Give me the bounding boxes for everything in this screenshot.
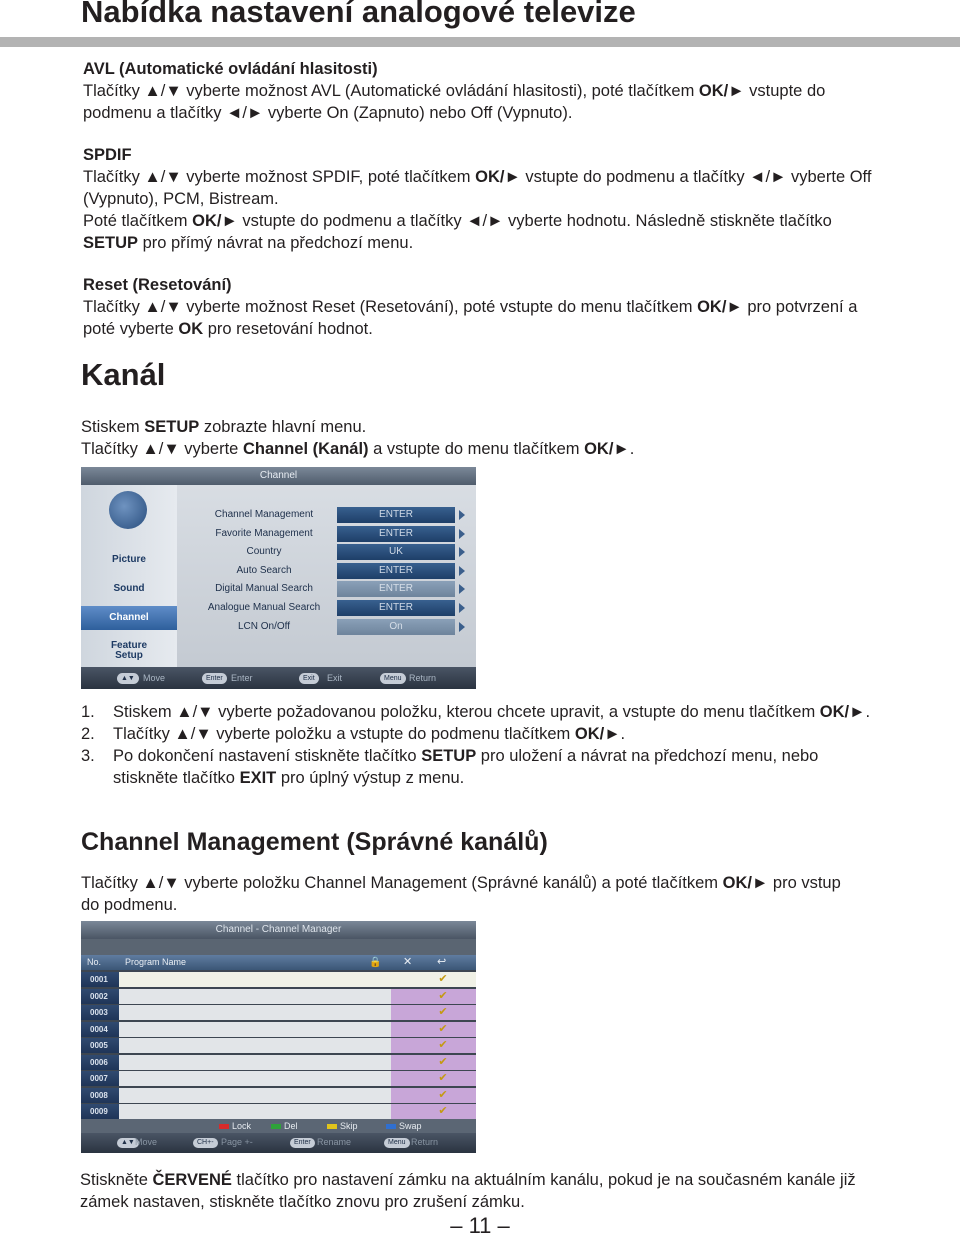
menu-row-value: ENTER: [337, 581, 455, 597]
checkmark-icon: ✔: [425, 989, 461, 1004]
checkmark-icon: ✔: [425, 972, 461, 987]
menu-row-label: Analogue Manual Search: [207, 602, 321, 613]
checkmark-icon: ✔: [425, 1071, 461, 1086]
legend-del: Del: [271, 1120, 298, 1132]
menu-sidebar: [81, 485, 177, 667]
channel-number: 0006: [81, 1055, 119, 1070]
program-name-cell: [119, 1038, 359, 1053]
arrow-right-icon: [459, 510, 465, 520]
menu-row-digital-manual-search[interactable]: [177, 581, 476, 597]
footer-hint-return: Return: [409, 673, 437, 683]
program-name-cell: [119, 1055, 359, 1070]
program-name-cell: [119, 1104, 359, 1119]
arrow-right-icon: [459, 566, 465, 576]
arrow-right-icon: [459, 547, 465, 557]
arrow-right-icon: [459, 603, 465, 613]
checkmark-icon: ✔: [425, 1104, 461, 1119]
delete-cell: [391, 1088, 425, 1103]
menu-row-country[interactable]: [177, 544, 476, 560]
table-header: [81, 955, 476, 970]
lock-cell: [359, 1055, 391, 1070]
menu-row-value: ENTER: [337, 526, 455, 542]
delete-cell: [391, 1071, 425, 1086]
page-title: Nabídka nastavení analogové televize: [81, 0, 636, 29]
footer-hint-exit: Exit: [327, 673, 343, 683]
channel-management-text: Tlačítky ▲/▼ vyberte položku Channel Management (Správné kanálů) a poté tlačítkem OK/► pro vstup do podmenu.: [81, 874, 841, 914]
lock-cell: [359, 1005, 391, 1020]
spdif-heading: SPDIF: [83, 146, 132, 164]
swap-cell: [461, 1088, 476, 1103]
spdif-text: Tlačítky ▲/▼ vyberte možnost SPDIF, poté tlačítkem OK/► vstupte do podmenu a tlačítky ◄/► vyberte Off (Vypnuto), PCM, Bistream.: [83, 168, 872, 208]
channel-number: 0007: [81, 1071, 119, 1086]
menu-options: [177, 485, 476, 667]
delete-cell: [391, 1022, 425, 1037]
legend-lock: Lock: [219, 1120, 251, 1132]
program-name-cell: [119, 1071, 359, 1086]
menu-row-label: Digital Manual Search: [215, 583, 313, 594]
move-key-icon: ▲▼: [117, 1138, 139, 1148]
list-item: 1. Stiskem ▲/▼ vyberte požadovanou položku, kterou chcete upravit, a vstupte do menu tlačítkem OK/►.: [81, 703, 871, 721]
delete-icon: ✕: [403, 956, 413, 968]
reset-heading: Reset (Resetování): [83, 276, 232, 294]
sidebar-item-sound[interactable]: Sound: [113, 583, 145, 594]
swap-cell: [461, 972, 476, 987]
blue-key-icon: [386, 1124, 396, 1129]
lock-cell: [359, 1071, 391, 1086]
col-no-header: No.: [87, 957, 102, 967]
menu-title: Channel: [81, 467, 476, 485]
enter-key-icon: Enter: [290, 1138, 315, 1148]
steps-list: [81, 701, 881, 789]
channel-number: 0008: [81, 1088, 119, 1103]
menu-row-label: Favorite Management: [215, 528, 313, 539]
channel-number: 0005: [81, 1038, 119, 1053]
skip-icon: ↩: [437, 956, 447, 968]
list-item: 3. Po dokončení nastavení stiskněte tlačítko SETUP pro uložení a návrat na předchozí menu, nebo stiskněte tlačítko EXIT pro úplný výstup z menu.: [81, 747, 819, 787]
page-number: – 11 –: [450, 1213, 510, 1238]
lock-cell: [359, 972, 391, 987]
legend-bar: [81, 1119, 476, 1133]
swap-cell: [461, 1055, 476, 1070]
program-name-cell: [119, 989, 359, 1004]
menu-row-value: On: [337, 619, 455, 635]
swap-cell: [461, 989, 476, 1004]
checkmark-icon: ✔: [425, 1038, 461, 1053]
sidebar-item-channel[interactable]: Channel: [81, 606, 177, 630]
delete-cell: [391, 989, 425, 1004]
footer-hint-page: Page +-: [221, 1137, 253, 1147]
delete-cell: [391, 1104, 425, 1119]
menu-row-label: Country: [246, 546, 282, 557]
sidebar-item-setup[interactable]: Setup: [115, 650, 143, 661]
channel-number: 0004: [81, 1022, 119, 1037]
table-row[interactable]: [81, 1104, 476, 1120]
table-row[interactable]: [81, 1055, 476, 1071]
menu-key-icon: Menu: [384, 1138, 410, 1148]
footer-hint-return: Return: [411, 1137, 439, 1147]
legend-swap: Swap: [386, 1120, 422, 1132]
sidebar-item-picture[interactable]: Picture: [112, 554, 146, 565]
spdif-text-2: Poté tlačítkem OK/► vstupte do podmenu a tlačítky ◄/► vyberte hodnotu. Následně stiskněte tlačítko SETUP pro přímý návrat na předchozí menu.: [83, 212, 832, 252]
menu-row-favorite-management[interactable]: [177, 526, 476, 542]
menu-footer: [81, 667, 476, 689]
menu-row-channel-management[interactable]: [177, 507, 476, 523]
kanal-line-1: Stiskem SETUP zobrazte hlavní menu.: [81, 418, 367, 436]
menu-row-analogue-manual-search[interactable]: [177, 600, 476, 616]
kanal-line-2: Tlačítky ▲/▼ vyberte Channel (Kanál) a vstupte do menu tlačítkem OK/►.: [81, 440, 635, 458]
swap-cell: [461, 1038, 476, 1053]
footer-hint-rename: Rename: [317, 1137, 352, 1147]
lock-cell: [359, 1038, 391, 1053]
program-name-cell: [119, 1022, 359, 1037]
menu-row-label: LCN On/Off: [237, 621, 291, 632]
red-key-icon: [219, 1124, 229, 1129]
checkmark-icon: ✔: [425, 1005, 461, 1020]
table-row[interactable]: [81, 1071, 476, 1087]
table-row[interactable]: [81, 1038, 476, 1054]
delete-cell: [391, 1055, 425, 1070]
green-key-icon: [271, 1124, 281, 1129]
sidebar-item-feature[interactable]: Feature: [110, 640, 148, 651]
kanal-heading: Kanál: [81, 357, 166, 392]
col-name-header: Program Name: [125, 957, 187, 967]
table-row[interactable]: [81, 1005, 476, 1021]
checkmark-icon: ✔: [425, 1022, 461, 1037]
table-row[interactable]: [81, 972, 476, 988]
title-band: [81, 939, 476, 955]
table-row[interactable]: [81, 989, 476, 1005]
swap-cell: [461, 1104, 476, 1119]
delete-cell: [391, 1005, 425, 1020]
arrow-right-icon: [459, 584, 465, 594]
yellow-key-icon: [327, 1124, 337, 1129]
list-item: 2. Tlačítky ▲/▼ vyberte položku a vstupte do podmenu tlačítkem OK/►.: [81, 725, 626, 743]
program-name-cell: [119, 972, 359, 987]
menu-row-label: Channel Management: [214, 509, 314, 520]
avl-heading: AVL (Automatické ovládání hlasitosti): [83, 60, 378, 78]
reset-text: Tlačítky ▲/▼ vyberte možnost Reset (Resetování), poté vstupte do menu tlačítkem OK/► pro potvrzení a poté vyberte OK pro resetování hodnot.: [83, 298, 858, 338]
arrow-right-icon: [459, 529, 465, 539]
swap-cell: [461, 1005, 476, 1020]
ch-key-icon: CH+-: [193, 1138, 218, 1148]
program-name-cell: [119, 1088, 359, 1103]
menu-key-icon: Menu: [380, 673, 406, 684]
channel-manager-footer: [81, 1133, 476, 1153]
menu-row-value: ENTER: [337, 600, 455, 616]
menu-row-lcn[interactable]: [177, 619, 476, 635]
enter-key-icon: Enter: [202, 673, 227, 684]
delete-cell: [391, 1038, 425, 1053]
exit-key-icon: Exit: [299, 673, 319, 684]
satellite-dish-icon: [109, 491, 147, 529]
footer-hint-move: Move: [143, 673, 166, 683]
menu-row-auto-search[interactable]: [177, 563, 476, 579]
swap-cell: [461, 1071, 476, 1086]
lock-icon: 🔒: [369, 957, 382, 968]
channel-management-heading: Channel Management (Správné kanálů): [81, 828, 548, 856]
red-button-text: Stiskněte ČERVENÉ tlačítko pro nastavení zámku na aktuálním kanálu, pokud je na současném kanále již zámek nastaven, stiskněte tlačítko znovu pro zrušení zámku.: [80, 1171, 856, 1211]
menu-row-value: ENTER: [337, 563, 455, 579]
swap-cell: [461, 1022, 476, 1037]
checkmark-icon: ✔: [425, 1055, 461, 1070]
channel-number: 0002: [81, 989, 119, 1004]
menu-row-value: UK: [337, 544, 455, 560]
lock-cell: [359, 1104, 391, 1119]
channel-number: 0003: [81, 1005, 119, 1020]
footer-hint-enter: Enter: [231, 673, 253, 683]
lock-cell: [359, 989, 391, 1004]
checkmark-icon: ✔: [425, 1088, 461, 1103]
channel-menu-screenshot: [81, 467, 476, 689]
channel-manager-title: Channel - Channel Manager: [81, 921, 476, 939]
lock-cell: [359, 1088, 391, 1103]
avl-text: Tlačítky ▲/▼ vyberte možnost AVL (Automatické ovládání hlasitosti), poté tlačítkem OK/► vstupte do podmenu a tlačítky ◄/► vyberte On (Zapnuto) nebo Off (Vypnuto).: [83, 82, 826, 122]
channel-number: 0009: [81, 1104, 119, 1119]
channel-manager-screenshot: [81, 921, 476, 1153]
channel-number: 0001: [81, 972, 119, 987]
table-row[interactable]: [81, 1088, 476, 1104]
table-row[interactable]: [81, 1022, 476, 1038]
lock-cell: [359, 1022, 391, 1037]
menu-row-label: Auto Search: [236, 565, 292, 576]
footer-hint-move: Move: [135, 1137, 158, 1147]
arrow-right-icon: [459, 622, 465, 632]
delete-cell: [391, 972, 425, 987]
move-key-icon: ▲▼: [117, 673, 139, 684]
program-name-cell: [119, 1005, 359, 1020]
legend-skip: Skip: [327, 1120, 358, 1132]
title-rule: [0, 37, 960, 47]
menu-row-value: ENTER: [337, 507, 455, 523]
